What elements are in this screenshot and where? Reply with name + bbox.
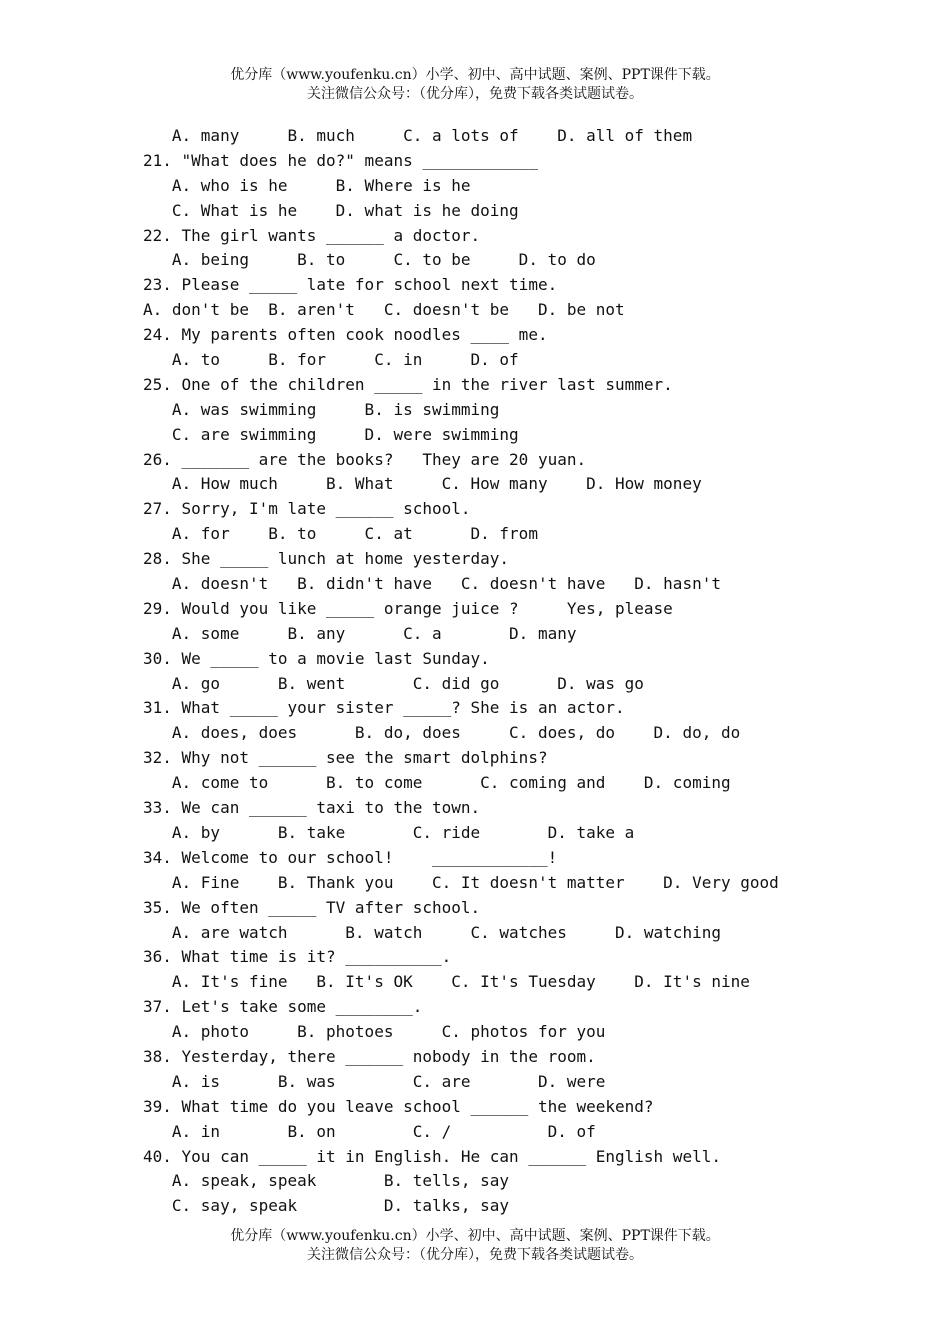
question-line: 22. The girl wants ______ a doctor. [143, 225, 481, 245]
question-line: 36. What time is it? __________. [143, 947, 452, 967]
question-line: 21. "What does he do?" means ____________ [143, 150, 538, 170]
question-line: A. don't be B. aren't C. doesn't be D. be not [143, 300, 625, 320]
question-line: 28. She _____ lunch at home yesterday. [143, 549, 510, 569]
question-line: A. to B. for C. in D. of [143, 350, 519, 370]
question-line: 30. We _____ to a movie last Sunday. [143, 648, 490, 668]
question-line: A. was swimming B. is swimming [143, 399, 500, 419]
header-line-1: 优分库（www.youfenku.cn）小学、初中、高中试题、案例、PPT课件下载。 [230, 67, 720, 83]
question-line: A. many B. much C. a lots of D. all of them [143, 126, 693, 145]
question-line: 27. Sorry, I'm late ______ school. [143, 499, 471, 519]
question-line: 39. What time do you leave school ______ the weekend? [143, 1096, 654, 1116]
question-line: 23. Please _____ late for school next time. [143, 275, 558, 295]
question-line: 37. Let's take some ________. [143, 997, 423, 1017]
question-line: A. It's fine B. It's OK C. It's Tuesday D. It's nine [143, 972, 750, 992]
page-footer [0, 1227, 950, 1265]
question-line: 26. _______ are the books? They are 20 yuan. [143, 449, 587, 469]
question-line: A. How much B. What C. How many D. How money [143, 474, 702, 494]
question-line: A. who is he B. Where is he [143, 175, 471, 195]
question-line: A. speak, speak B. tells, say [143, 1171, 510, 1191]
question-line: 24. My parents often cook noodles ____ me. [143, 325, 548, 345]
question-line: 35. We often _____ TV after school. [143, 897, 481, 917]
question-line: 40. You can _____ it in English. He can ______ English well. [143, 1146, 721, 1166]
exam-questions [143, 124, 923, 1219]
question-line: A. for B. to C. at D. from [143, 524, 538, 544]
question-line: 38. Yesterday, there ______ nobody in the room. [143, 1046, 596, 1066]
question-line: A. Fine B. Thank you C. It doesn't matter D. Very good [143, 872, 779, 892]
question-line: C. are swimming D. were swimming [143, 424, 519, 444]
footer-line-1: 优分库（www.youfenku.cn）小学、初中、高中试题、案例、PPT课件下载。 [230, 1228, 720, 1244]
question-line: C. What is he D. what is he doing [143, 200, 519, 220]
footer-line-2: 关注微信公众号：（优分库），免费下载各类试题试卷。 [307, 1247, 643, 1263]
question-line: 31. What _____ your sister _____? She is an actor. [143, 698, 625, 718]
question-line: A. does, does B. do, does C. does, do D. do, do [143, 723, 741, 743]
page-header [0, 66, 950, 104]
question-line: A. by B. take C. ride D. take a [143, 822, 635, 842]
question-line: C. say, speak D. talks, say [143, 1196, 510, 1216]
question-line: A. are watch B. watch C. watches D. watching [143, 922, 721, 942]
question-line: 25. One of the children _____ in the river last summer. [143, 374, 673, 394]
question-line: A. photo B. photoes C. photos for you [143, 1022, 606, 1042]
question-line: 34. Welcome to our school! ____________! [143, 847, 558, 867]
header-line-2: 关注微信公众号：（优分库），免费下载各类试题试卷。 [307, 86, 643, 102]
question-line: A. come to B. to come C. coming and D. coming [143, 773, 731, 793]
question-line: 33. We can ______ taxi to the town. [143, 798, 481, 818]
question-line: A. in B. on C. / D. of [143, 1121, 596, 1141]
question-line: A. doesn't B. didn't have C. doesn't have D. hasn't [143, 574, 721, 594]
question-line: A. being B. to C. to be D. to do [143, 250, 596, 270]
question-line: 29. Would you like _____ orange juice ? Yes, please [143, 598, 673, 618]
question-line: A. go B. went C. did go D. was go [143, 673, 644, 693]
question-line: A. some B. any C. a D. many [143, 623, 577, 643]
question-line: A. is B. was C. are D. were [143, 1071, 606, 1091]
question-line: 32. Why not ______ see the smart dolphins? [143, 748, 548, 768]
